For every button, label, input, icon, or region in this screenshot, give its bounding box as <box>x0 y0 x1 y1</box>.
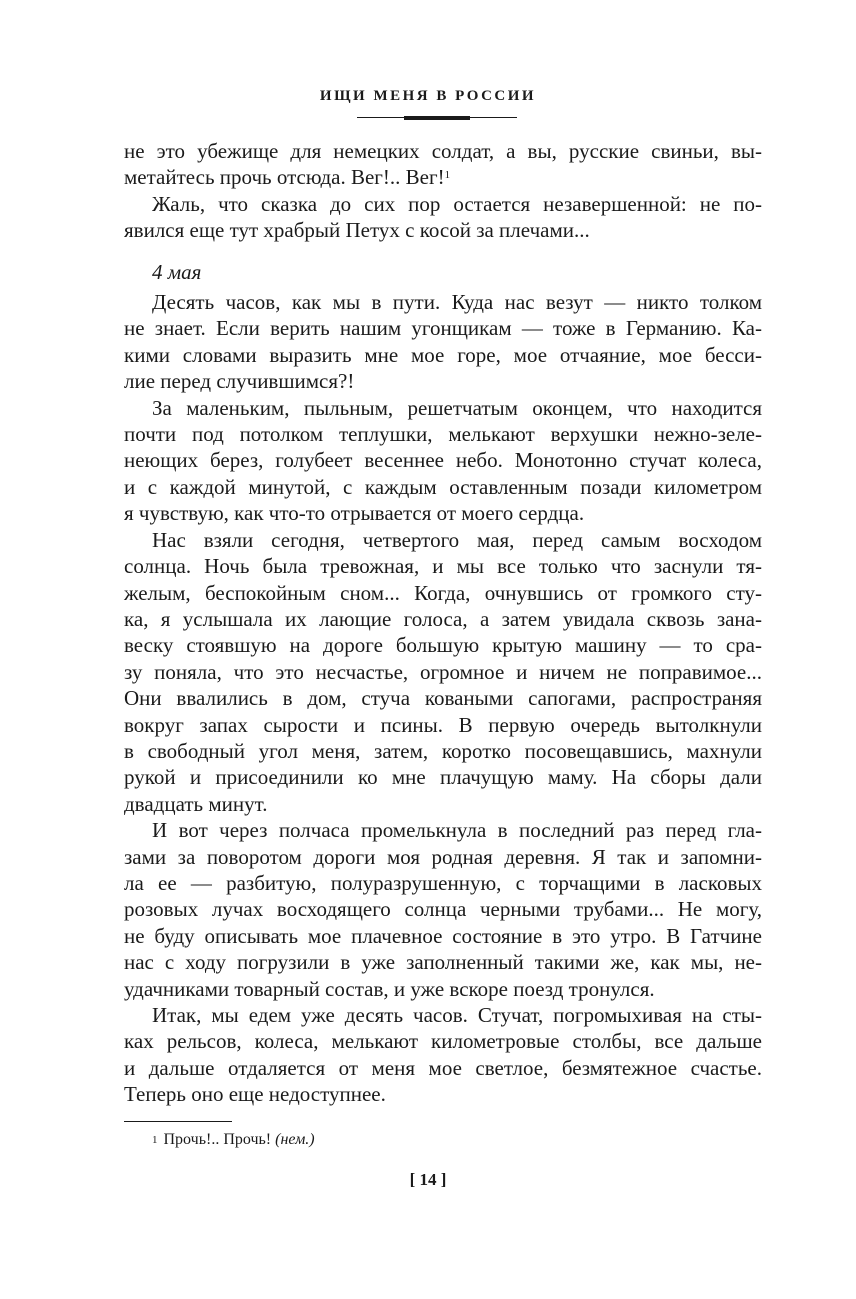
running-head: ИЩИ МЕНЯ В РОССИИ <box>319 88 537 104</box>
text-line: почти под потолком теплушки, мелькают верхушки нежно-зеле- <box>124 422 762 447</box>
text-line: рукой и присоединили ко мне плачущую маму. На сборы дали <box>124 765 762 790</box>
header-rule-ornament <box>404 116 470 120</box>
text-line: не буду описывать мое плачевное состояние в это утро. В Гатчине <box>124 923 762 948</box>
text-line: двадцать минут. <box>124 791 268 816</box>
text-line: Нас взяли сегодня, четвертого мая, перед самым восходом <box>152 527 762 552</box>
date-heading: 4 мая <box>152 259 202 284</box>
footnote-language: (нем.) <box>275 1131 315 1148</box>
text-line: нас с ходу погрузили в уже заполненный такими же, как мы, не- <box>124 950 762 975</box>
text-line: я чувствую, как что-то отрывается от моего сердца. <box>124 501 585 526</box>
text-line: и дальше отдаляется от меня мое светлое, безмятежное счастье. <box>124 1055 762 1080</box>
text-line: неющих берез, голубеет весеннее небо. Монотонно стучат колеса, <box>124 448 762 473</box>
text-line: солнца. Ночь была тревожная, и мы все только что заснули тя- <box>124 554 762 579</box>
text-line: За маленьким, пыльным, решетчатым оконцем, что находится <box>152 395 762 420</box>
body-text <box>124 138 762 1108</box>
footnote-rule <box>124 1121 232 1122</box>
text-line: и с каждой минутой, с каждым оставленным позади километром <box>124 474 762 499</box>
text-line: желым, беспокойным сном... Когда, очнувшись от громкого сту- <box>124 580 762 605</box>
text-line: ла ее — разбитую, полуразрушенную, с торчащими в ласковых <box>124 870 762 895</box>
text-line: лие перед случившимся?! <box>124 369 355 394</box>
text-line: И вот через полчаса промелькнула в последний раз перед гла- <box>152 818 762 843</box>
page-number: [ 14 ] <box>409 1170 447 1189</box>
text-line: Теперь оно еще недоступнее. <box>124 1082 386 1107</box>
text-line: в свободный угол меня, затем, коротко посовещавшись, махнули <box>124 738 762 763</box>
text-line: кими словами выразить мне мое горе, мое отчаяние, мое бесси- <box>124 342 762 367</box>
text-line: не это убежище для немецких солдат, а вы, русские свиньи, вы- <box>124 139 762 163</box>
text-line: Десять часов, как мы в пути. Куда нас везут — никто толком <box>152 290 762 315</box>
text-line <box>124 164 762 190</box>
text-line: Они ввалились в дом, стуча коваными сапогами, распространяя <box>124 686 762 711</box>
footnote <box>152 1130 315 1150</box>
text-line: розовых лучах восходящего солнца черными трубами... Не могу, <box>124 897 762 922</box>
text-line: вокруг запах сырости и псины. В первую очередь вытолкнули <box>124 712 762 737</box>
footnote-text: Прочь!.. Прочь! <box>163 1131 272 1148</box>
text-line-content: метайтесь прочь отсюда. Вег!.. Вег! <box>124 165 445 190</box>
text-line: Итак, мы едем уже десять часов. Стучат, погромыхивая на сты- <box>152 1003 762 1027</box>
footnote-marker: 1 <box>444 169 451 182</box>
footnote-number: 1 <box>152 1134 158 1146</box>
section-gap <box>124 244 762 259</box>
text-line: зу поняла, что это несчастье, огромное и ничем не поправимое... <box>124 659 762 684</box>
text-line: явился еще тут храбрый Петух с косой за плечами... <box>124 218 590 243</box>
text-line: не знает. Если верить нашим угонщикам — тоже в Германию. Ка- <box>124 316 762 341</box>
text-line: удачниками товарный состав, и уже вскоре поезд тронулся. <box>124 976 655 1001</box>
text-line: Жаль, что сказка до сих пор остается незавершенной: не по- <box>152 191 762 216</box>
text-line: зами за поворотом дороги моя родная деревня. Я так и запомни- <box>124 844 762 869</box>
text-line: веску стоявшую на дороге большую крытую машину — то сра- <box>124 633 762 658</box>
text-line: ка, я услышала их лающие голоса, а затем увидала сквозь зана- <box>124 606 762 631</box>
text-line: ках рельсов, колеса, мелькают километровые столбы, все дальше <box>124 1029 762 1054</box>
